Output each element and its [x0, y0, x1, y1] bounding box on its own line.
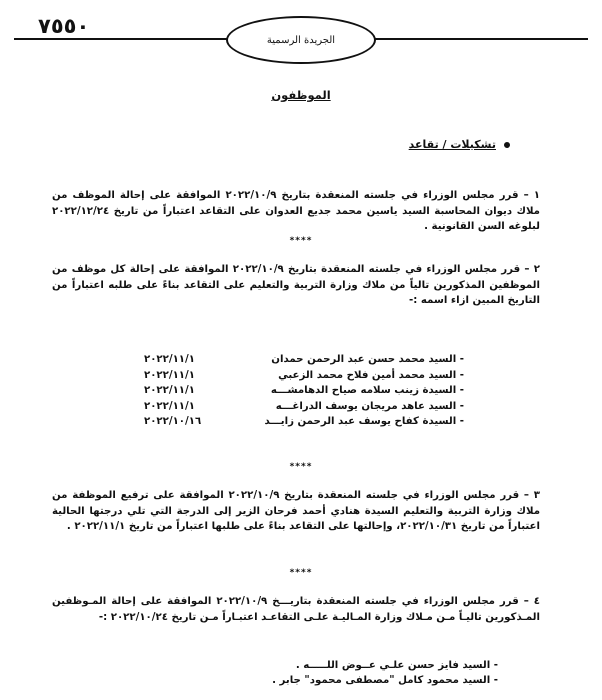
- section-title: الموظفون: [271, 88, 331, 102]
- list-item: [144, 399, 464, 415]
- journal-name: الجريدة الرسمية: [266, 34, 336, 46]
- subheading-text: تشكيلات / تقاعد: [408, 138, 496, 151]
- separator-stars: ****: [289, 462, 313, 472]
- decision-paragraph-1: ١ – قرر مجلس الوزراء في جلسته المنعقدة بتاريخ ٢٠٢٢/١٠/٩ الموافقة على إحالة الموظف من ملاك ديوان المحاسبة السيد ياسين محمد جديع العدوان على التقاعد اعتباراً من تاريخ ٢٠٢٢/١٢/٢٤ لبلوغه السن القانونية .: [52, 190, 540, 232]
- journal-name-oval: [226, 16, 376, 64]
- separator-stars: ****: [289, 236, 313, 246]
- retiree-list-2: [144, 352, 464, 430]
- retire-date: ٢٠٢٢/١١/١: [144, 400, 195, 412]
- separator-stars: ****: [289, 568, 313, 578]
- retiree-name: - السيد عاهد مريجان يوسف الدراغـــه: [275, 400, 464, 412]
- decision-paragraph-4: ٤ – قرر مجلس الوزراء في جلسته المنعقدة بتاريـــخ ٢٠٢٢/١٠/٩ الموافقة على إحالة المـوظفين المـذكورين تاليـاً مـن مـلاك وزارة المـاليـة علـى التقاعـد اعتبـاراً مـن تاريخ ٢٠٢٢/١٠/٢٤ :-: [52, 596, 540, 623]
- list-item: [144, 383, 464, 399]
- list-item: [144, 352, 464, 368]
- subheading: [409, 138, 510, 151]
- decision-paragraph-2: ٢ – قرر مجلس الوزراء في جلسته المنعقدة بتاريخ ٢٠٢٢/١٠/٩ الموافقة على إحالة كل موظف من الموظفين المذكورين تالياً من ملاك وزارة التربية والتعليم على التقاعد بناءً على طلبه اعتباراً من التاريخ المبين ازاء اسمه :-: [52, 264, 540, 306]
- list-item: [144, 414, 464, 430]
- retiree-name: - السيد محمد أمين فلاح محمد الزعبي: [278, 369, 464, 381]
- retiree-list-4: [272, 658, 498, 688]
- retire-date: ٢٠٢٢/١١/١: [144, 369, 195, 381]
- retiree-name: - السيد محمد حسن عبد الرحمن حمدان: [271, 354, 464, 365]
- retiree-name: - السيدة زينب سلامه صياح الدهامشـــه: [270, 385, 464, 396]
- retire-date: ٢٠٢٢/١١/١: [144, 354, 195, 365]
- list-item: - السيد فايز حسن علـي عــوض اللـــــه .: [295, 660, 498, 671]
- list-item: - السيد محمود كامل "مصطفى محمود" جابر .: [272, 675, 498, 686]
- page-number: ٧٥٥٠: [38, 14, 90, 38]
- list-item: [144, 368, 464, 384]
- bullet-icon: [504, 142, 510, 148]
- retire-date: ٢٠٢٢/١٠/١٦: [144, 416, 202, 427]
- retiree-name: - السيدة كفاح يوسف عبد الرحمن زايـــد: [264, 416, 464, 427]
- retire-date: ٢٠٢٢/١١/١: [144, 385, 195, 396]
- decision-paragraph-3: ٣ – قرر مجلس الوزراء في جلسته المنعقدة بتاريخ ٢٠٢٢/١٠/٩ الموافقة على ترفيع الموظفة من ملاك وزارة التربية والتعليم السيدة هنادي أحمد فرحان الزير إلى الدرجة التي تلي درجتها الحالية اعتباراً من تاريخ ٢٠٢٢/١٠/٣١، وإحالتها على التقاعد بناءً على طلبها اعتباراً من تاريخ ٢٠٢٢/١١/١ .: [52, 490, 540, 532]
